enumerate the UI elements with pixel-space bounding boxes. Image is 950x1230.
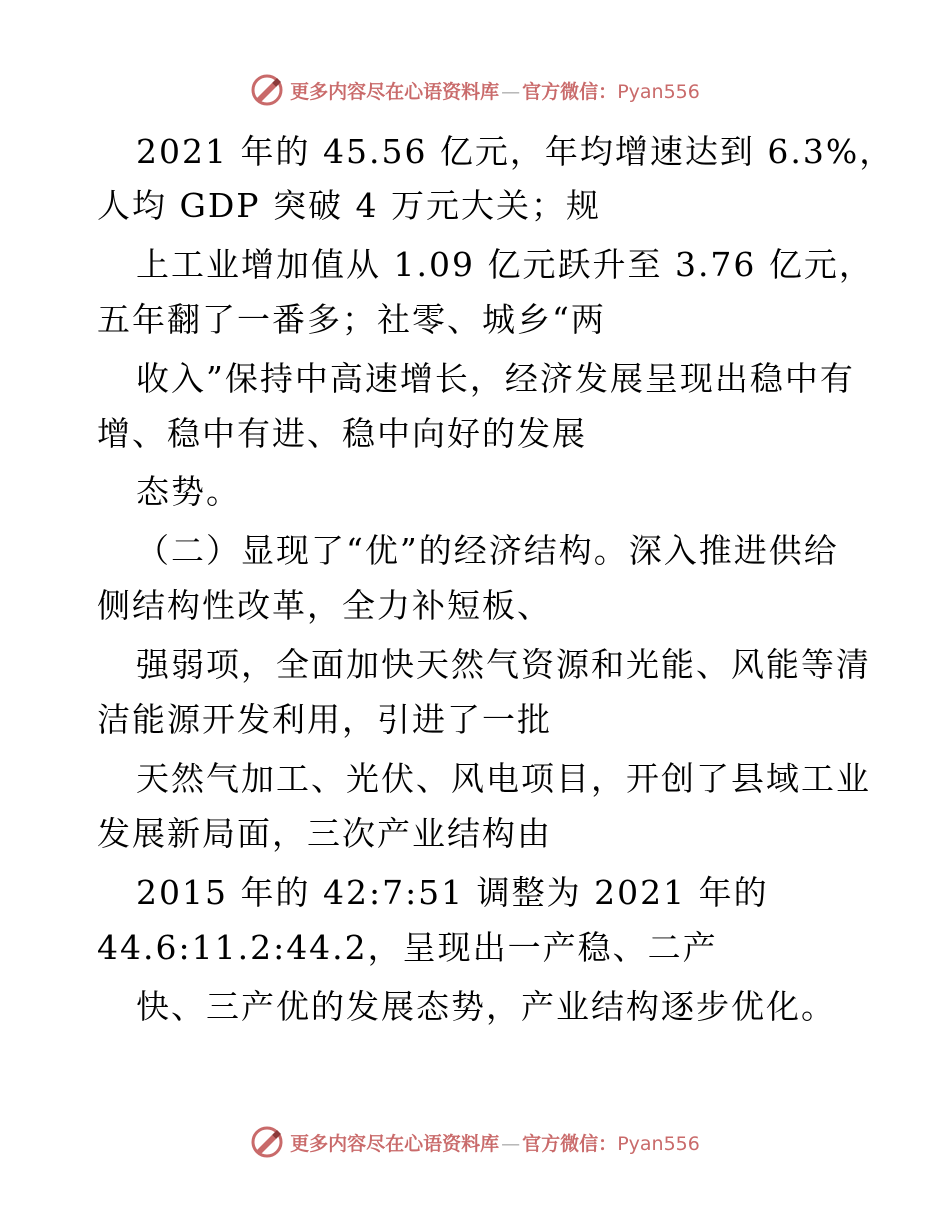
text-line: 态势。 — [136, 472, 241, 511]
watermark-text: 更多内容尽在心语资料库 — 官方微信：Pyan556 — [290, 80, 700, 103]
text-line: 44.6:11.2:44.2，呈现出一产稳、二产 — [97, 928, 718, 967]
text-line: 发展新局面，三次产业结构由 — [97, 814, 552, 853]
text-line: （二）显现了“优”的经济结构。深入推进供给 — [136, 531, 839, 570]
text-line: 收入”保持中高速增长，经济发展呈现出稳中有 — [136, 359, 855, 398]
text-line: 增、稳中有进、稳中向好的发展 — [97, 414, 587, 453]
watermark-text: 更多内容尽在心语资料库 — 官方微信：Pyan556 — [290, 1132, 700, 1155]
pen-logo-icon — [250, 1125, 284, 1159]
text-line: 2021 年的 45.56 亿元，年均增速达到 6.3%， — [136, 132, 895, 171]
text-line: 快、三产优的发展态势，产业结构逐步优化。 — [136, 987, 836, 1026]
text-line: 五年翻了一番多；社零、城乡“两 — [97, 300, 606, 339]
text-line: 洁能源开发利用，引进了一批 — [97, 700, 552, 739]
watermark-header — [0, 72, 950, 108]
pen-logo-icon — [250, 73, 284, 107]
watermark-footer — [0, 1124, 950, 1160]
text-line: 2015 年的 42:7:51 调整为 2021 年的 — [136, 873, 769, 912]
text-line: 天然气加工、光伏、风电项目，开创了县域工业 — [136, 759, 871, 798]
text-line: 上工业增加值从 1.09 亿元跃升至 3.76 亿元， — [136, 245, 874, 284]
text-line: 人均 GDP 突破 4 万元大关；规 — [97, 186, 601, 225]
text-line: 侧结构性改革，全力补短板、 — [97, 586, 552, 625]
text-line: 强弱项，全面加快天然气资源和光能、风能等清 — [136, 645, 871, 684]
